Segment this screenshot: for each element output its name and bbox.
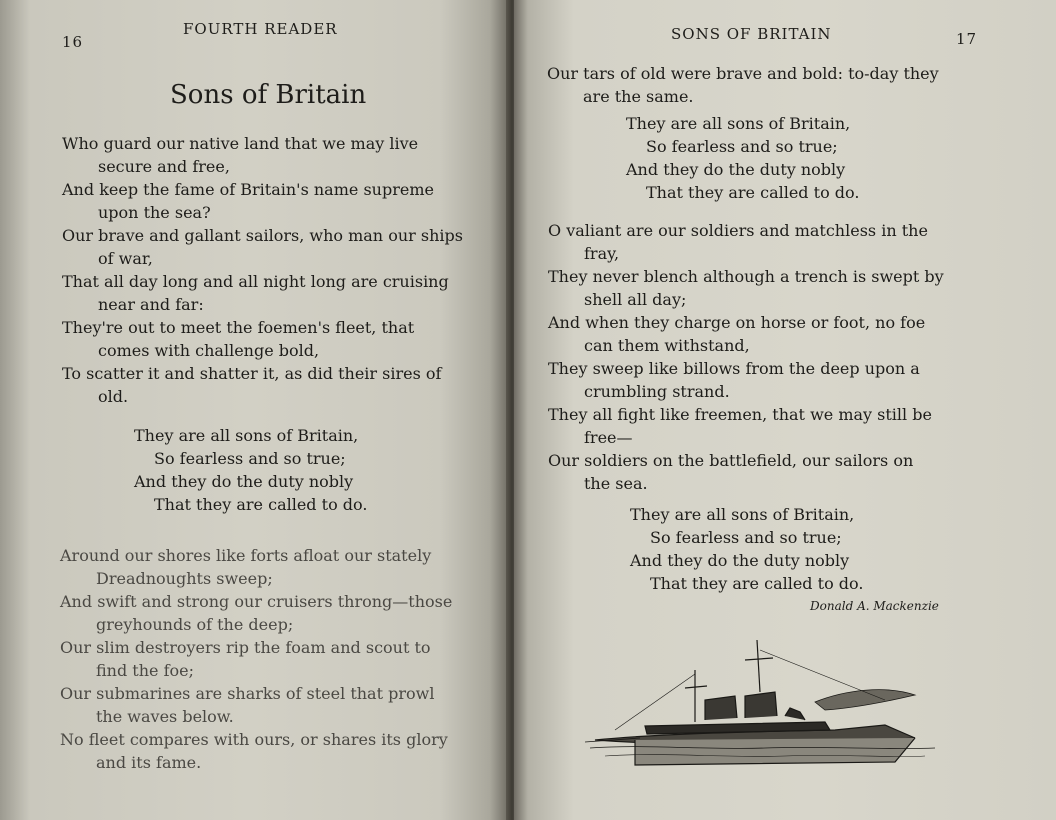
attribution: Donald A. Mackenzie: [810, 599, 939, 613]
poem-line: are the same.: [583, 87, 694, 106]
poem-line: of war,: [98, 249, 153, 268]
poem-line: old.: [98, 387, 129, 406]
poem-title: Sons of Britain: [170, 80, 367, 110]
running-head-right: SONS OF BRITAIN: [671, 25, 832, 43]
poem-line: And swift and strong our cruisers throng—those: [60, 592, 453, 611]
poem-line: fray,: [584, 244, 620, 263]
poem-line: That they are called to do.: [650, 574, 864, 593]
chorus-right-1: [626, 112, 859, 204]
stanza-3: [548, 219, 944, 495]
poem-line: That they are called to do.: [154, 495, 368, 514]
poem-line: comes with challenge bold,: [98, 341, 320, 360]
poem-line: So fearless and so true;: [646, 137, 838, 156]
chorus-right-2: [630, 503, 863, 595]
poem-line: secure and free,: [98, 157, 230, 176]
poem-line: And when they charge on horse or foot, no foe: [548, 313, 926, 332]
page-number-right: 17: [956, 30, 978, 48]
poem-line: And they do the duty nobly: [630, 551, 850, 570]
poem-line: So fearless and so true;: [154, 449, 346, 468]
poem-line: greyhounds of the deep;: [96, 615, 294, 634]
poem-line: And they do the duty nobly: [134, 472, 354, 491]
stanza-2: [60, 544, 452, 774]
battleship-illustration: [585, 630, 945, 780]
poem-line: Our slim destroyers rip the foam and scout to: [60, 638, 431, 657]
poem-line: No fleet compares with ours, or shares its glory: [60, 730, 448, 749]
stanza-1: [62, 132, 463, 408]
chorus-left: [134, 424, 367, 516]
poem-line: Our brave and gallant sailors, who man our ships: [62, 226, 463, 245]
poem-line: Our submarines are sharks of steel that prowl: [60, 684, 435, 703]
poem-line: Our tars of old were brave and bold: to-day they: [547, 64, 939, 83]
poem-line: To scatter it and shatter it, as did their sires of: [62, 364, 442, 383]
poem-line: Who guard our native land that we may live: [62, 134, 419, 153]
poem-line: find the foe;: [96, 661, 195, 680]
poem-line: They are all sons of Britain,: [626, 114, 851, 133]
poem-line: the sea.: [584, 474, 648, 493]
poem-line: And keep the fame of Britain's name supreme: [62, 180, 434, 199]
poem-line: That all day long and all night long are cruising: [62, 272, 449, 291]
poem-line: upon the sea?: [98, 203, 211, 222]
poem-line: the waves below.: [96, 707, 234, 726]
poem-line: Around our shores like forts afloat our stately: [60, 546, 432, 565]
poem-line: crumbling strand.: [584, 382, 730, 401]
poem-line: That they are called to do.: [646, 183, 860, 202]
stanza-2-end: [547, 62, 939, 108]
page-number-left: 16: [62, 33, 84, 51]
poem-line: They sweep like billows from the deep upon a: [548, 359, 920, 378]
poem-line: They never blench although a trench is swept by: [548, 267, 944, 286]
poem-line: They all fight like freemen, that we may still be: [548, 405, 932, 424]
poem-line: Dreadnoughts sweep;: [96, 569, 273, 588]
poem-line: shell all day;: [584, 290, 687, 309]
poem-line: And they do the duty nobly: [626, 160, 846, 179]
poem-line: So fearless and so true;: [650, 528, 842, 547]
poem-line: They are all sons of Britain,: [134, 426, 359, 445]
poem-line: free—: [584, 428, 633, 447]
poem-line: near and far:: [98, 295, 204, 314]
poem-line: O valiant are our soldiers and matchless in the: [548, 221, 928, 240]
poem-line: can them withstand,: [584, 336, 750, 355]
poem-line: They are all sons of Britain,: [630, 505, 855, 524]
poem-line: and its fame.: [96, 753, 202, 772]
left-page: [0, 0, 510, 820]
poem-line: They're out to meet the foemen's fleet, that: [62, 318, 415, 337]
running-head-left: FOURTH READER: [183, 20, 338, 38]
poem-line: Our soldiers on the battlefield, our sailors on: [548, 451, 914, 470]
